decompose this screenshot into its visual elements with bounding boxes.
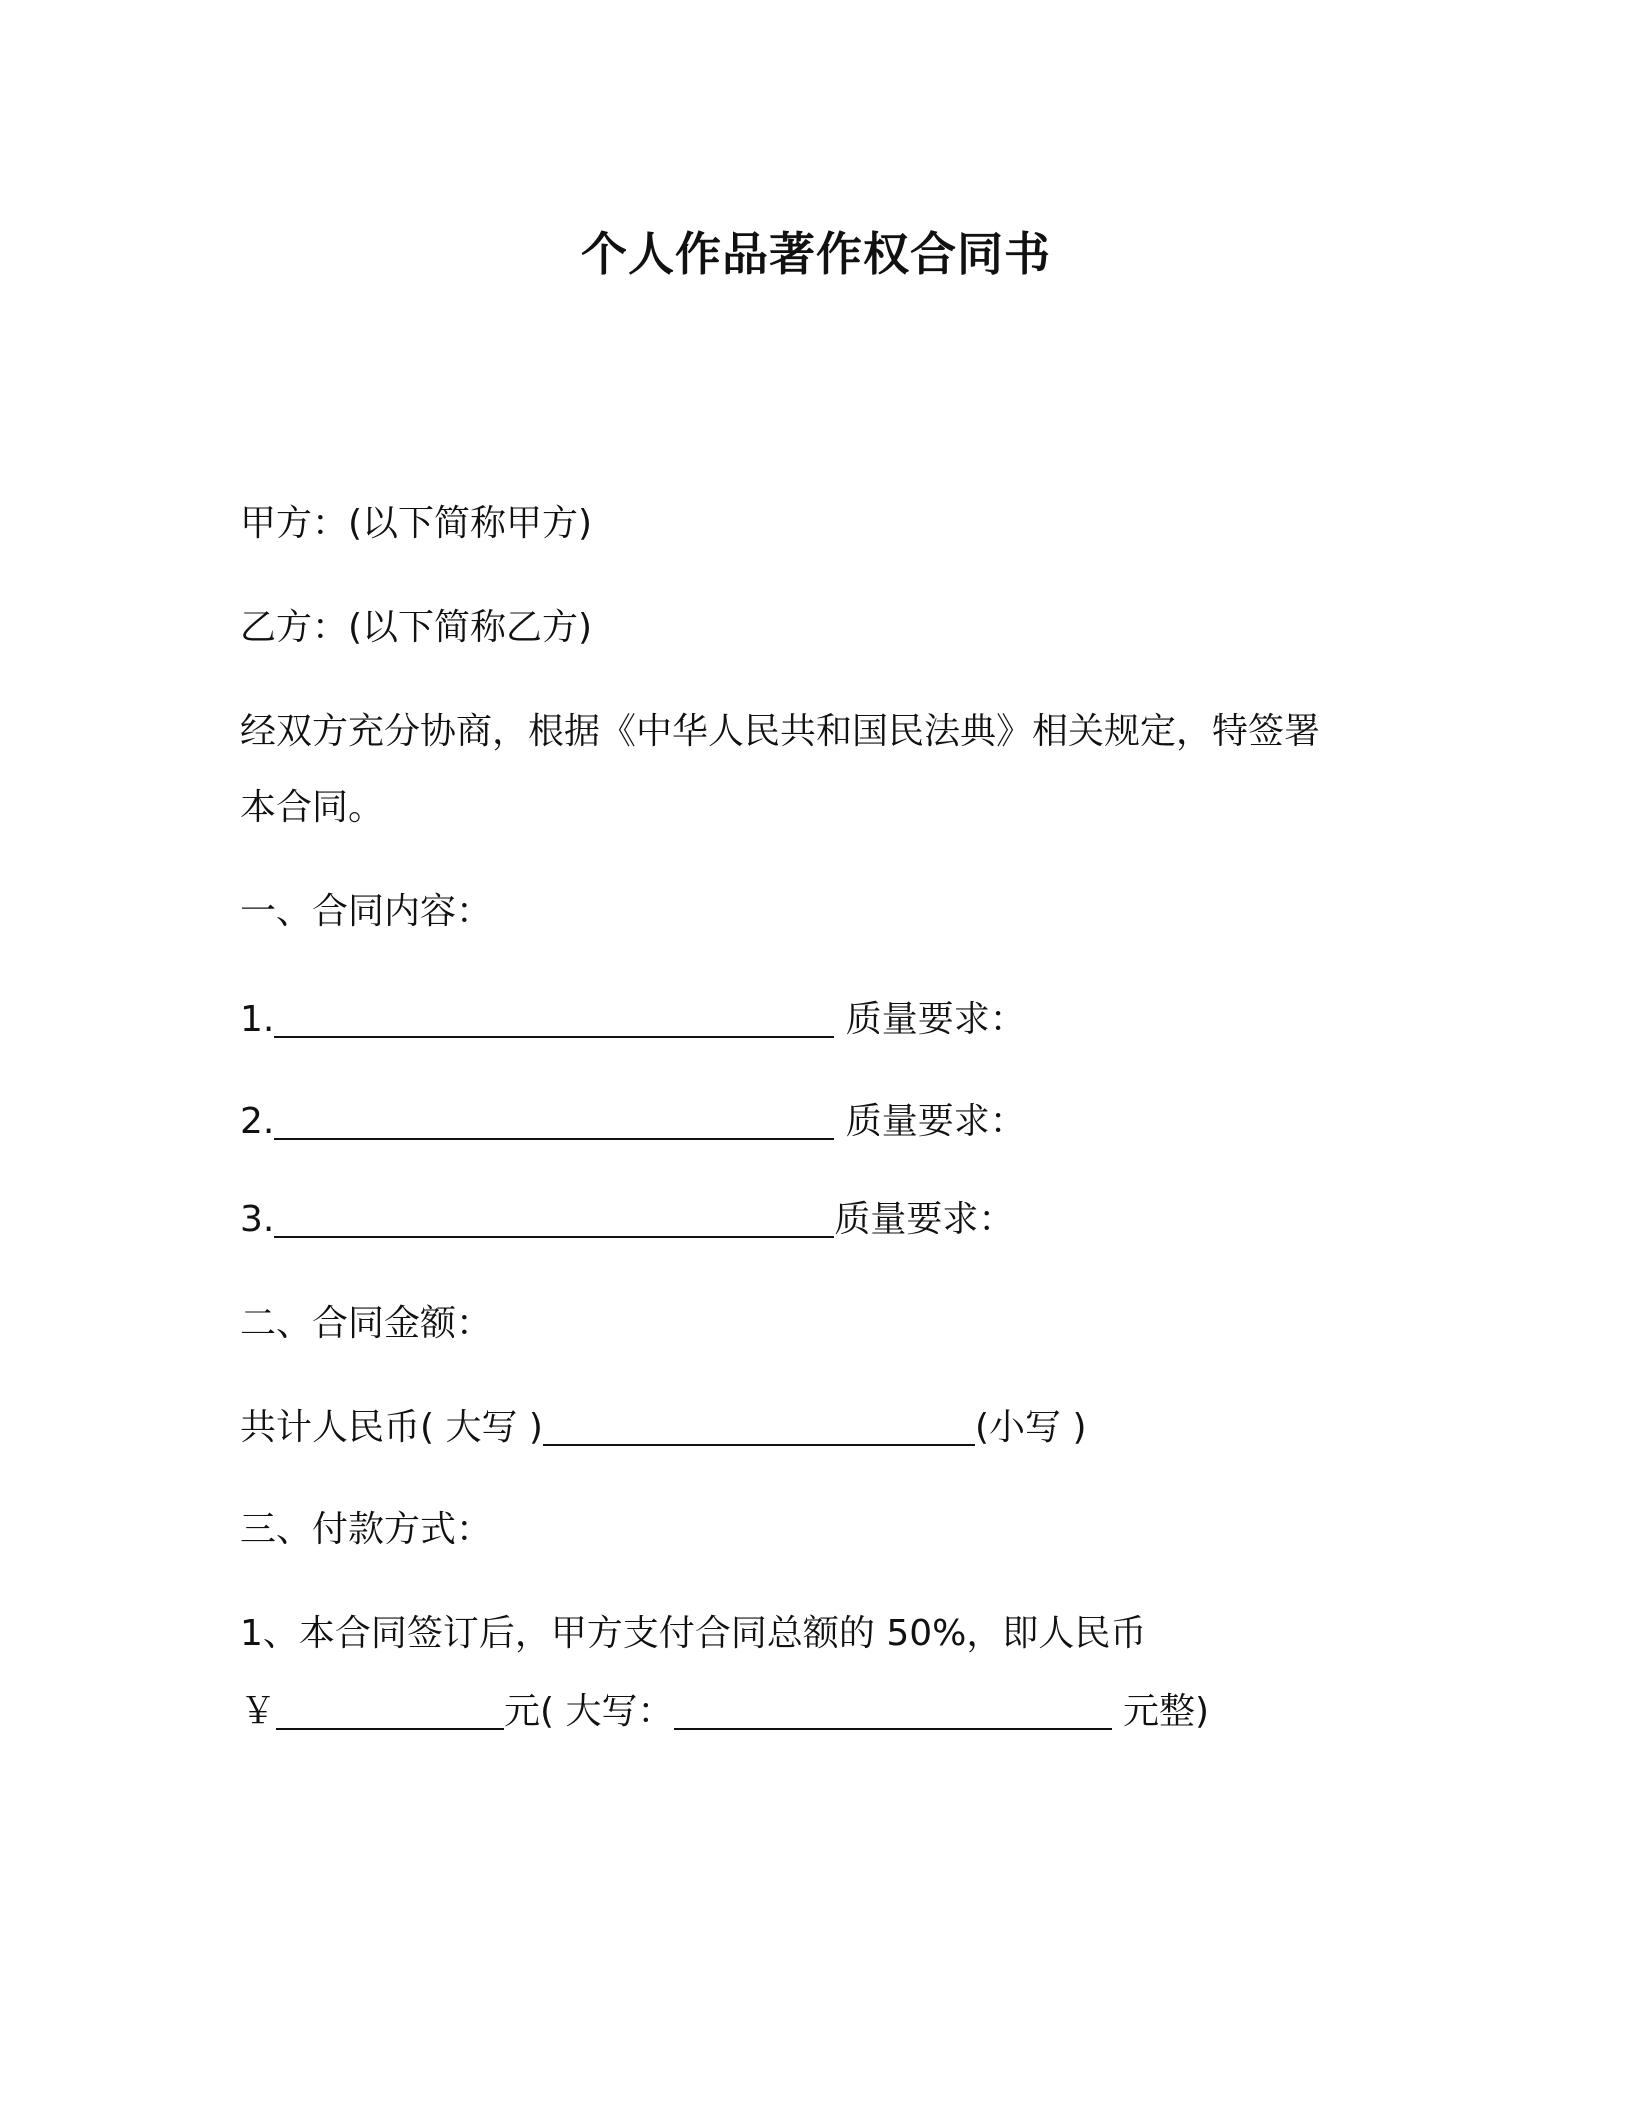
section-1-heading: 一、合同内容：: [240, 891, 493, 932]
payment-item-1-line-1: 1、本合同签订后，甲方支付合同总额的 50%，即人民币: [240, 1613, 1147, 1654]
section-3-heading: 三、付款方式：: [240, 1509, 493, 1550]
party-b-line: 乙方：(以下简称乙方): [240, 607, 593, 648]
intro-line-1: 经双方充分协商，根据《中华人民共和国民法典》相关规定，特签署: [240, 711, 1321, 752]
payment-item-1-line-2: [240, 1686, 1209, 1738]
section-2-heading: 二、合同金额：: [240, 1303, 493, 1344]
payment-end-label: 元整): [1111, 1691, 1210, 1732]
content-item-blank: [274, 996, 834, 1038]
total-amount-prefix: 共计人民币( 大写 ): [240, 1407, 543, 1448]
quality-requirement-label: 质量要求：: [834, 999, 1026, 1040]
total-amount-line: [240, 1402, 1087, 1454]
payment-amount-blank: [276, 1688, 504, 1730]
content-item-blank: [274, 1196, 834, 1238]
total-amount-suffix: (小写 ): [974, 1407, 1087, 1448]
content-item-blank: [274, 1098, 834, 1140]
content-item-3: [240, 1194, 1014, 1246]
total-amount-blank: [543, 1404, 975, 1446]
quality-requirement-label: 质量要求：: [834, 1199, 1015, 1240]
quality-requirement-label: 质量要求：: [834, 1101, 1026, 1142]
payment-uppercase-blank: [674, 1688, 1112, 1730]
content-item-number: 3.: [240, 1199, 275, 1240]
content-item-1: [240, 994, 1026, 1046]
currency-symbol: ￥: [240, 1691, 277, 1732]
payment-uppercase-label: 元( 大写：: [504, 1691, 674, 1732]
content-item-number: 2.: [240, 1101, 275, 1142]
content-item-number: 1.: [240, 999, 275, 1040]
content-item-2: [240, 1096, 1026, 1148]
document-title: 个人作品著作权合同书: [581, 227, 1051, 281]
party-a-line: 甲方：(以下简称甲方): [240, 503, 593, 544]
intro-line-2: 本合同。: [240, 787, 385, 828]
